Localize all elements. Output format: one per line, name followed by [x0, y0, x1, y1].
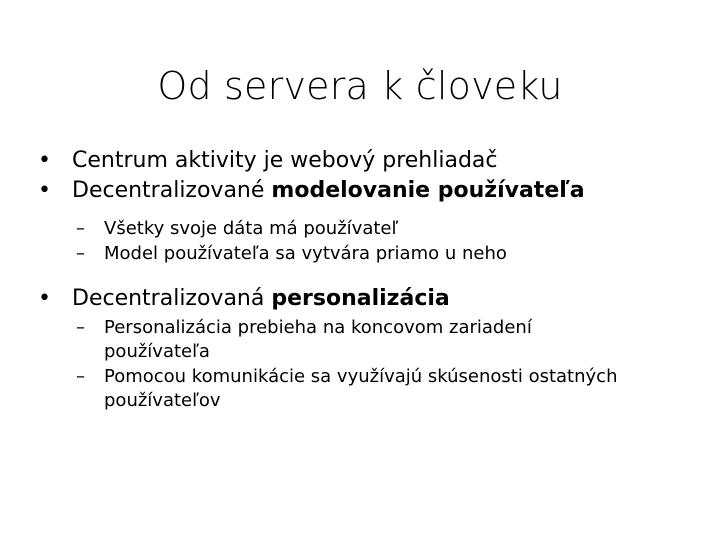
sub-bullet-item [34, 217, 684, 241]
bullet-text: Decentralizovaná [72, 286, 272, 312]
bullet-icon: • [38, 177, 51, 203]
slide-content [34, 146, 684, 414]
dash-icon: – [76, 218, 85, 240]
bullet-text: Decentralizované [72, 177, 272, 203]
bullet-icon: • [38, 148, 51, 173]
bullet-item [34, 284, 684, 314]
bullet-bold-text: personalizácia [271, 286, 450, 312]
dash-icon: – [76, 317, 85, 338]
dash-icon: – [76, 242, 85, 264]
sub-bullet-text: Model používateľa sa vytvára priamo u neho [104, 242, 507, 264]
bullet-bold-text: modelovanie používateľa [271, 177, 585, 203]
slide-title: Od servera k človeku [157, 64, 563, 108]
sub-bullet-text: Všetky svoje dáta má používateľ [104, 218, 399, 240]
sub-bullet-text: Personalizácia prebieha na koncovom zariadení používateľa [104, 317, 532, 363]
sub-bullet-text: Pomocou komunikácie sa využívajú skúsenosti ostatných používateľov [104, 365, 618, 412]
bullet-item [34, 146, 684, 176]
bullet-text: Centrum aktivity je webový prehliadač [72, 148, 498, 173]
sub-bullet-item [34, 242, 684, 266]
sub-bullet-item [34, 316, 634, 365]
dash-icon: – [76, 365, 85, 387]
bullet-item [34, 176, 684, 206]
sub-bullet-item [34, 365, 634, 414]
bullet-icon: • [38, 286, 51, 312]
